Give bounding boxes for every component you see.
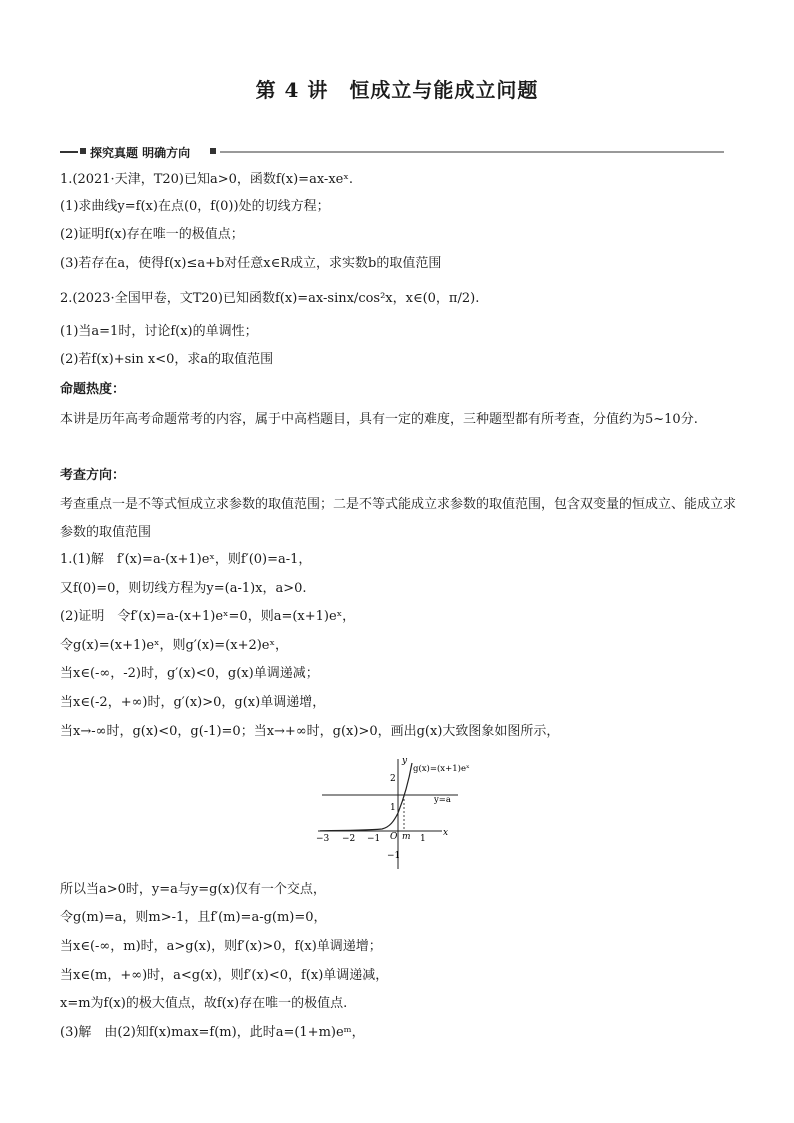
- m-label: m: [402, 832, 411, 842]
- problem-1-part-3: (3)若存在a，使得f(x)≤a+b对任意x∈R成立，求实数b的取值范围: [60, 256, 442, 271]
- section-marker-left: [80, 148, 86, 154]
- origin-label: O: [390, 832, 398, 842]
- problem-2-part-2: (2)若f(x)+sin x<0，求a的取值范围: [60, 352, 274, 367]
- solution-1-7: 当x→-∞时，g(x)<0，g(-1)=0；当x→+∞时，g(x)>0，画出g(x)大致图象如图所示，: [60, 724, 560, 739]
- solution-1-1: 1.(1)解 f′(x)=a-(x+1)eˣ，则f′(0)=a-1，: [60, 552, 312, 567]
- function-graph: [310, 755, 470, 873]
- y-tick-label: 1: [390, 803, 396, 813]
- problem-1-part-2: (2)证明f(x)存在唯一的极值点；: [60, 227, 244, 242]
- section-header: [60, 144, 724, 160]
- heat-body: 本讲是历年高考命题常考的内容，属于中高档题目，具有一定的难度，三种题型都有所考查，分值约为5~10分.: [60, 412, 698, 427]
- solution-1-11: 当x∈(m，+∞)时，a<g(x)，则f′(x)<0，f(x)单调递减，: [60, 968, 389, 983]
- problem-1-part-1: (1)求曲线y=f(x)在点(0，f(0))处的切线方程；: [60, 199, 330, 214]
- solution-1-12: x=m为f(x)的极大值点，故f(x)存在唯一的极值点.: [60, 996, 348, 1011]
- solution-1-2: 又f(0)=0，则切线方程为y=(a-1)x，a>0.: [60, 581, 307, 596]
- direction-body: 考查重点一是不等式恒成立求参数的取值范围；二是不等式能成立求参数的取值范围，包含双变量的恒成立、能成立求参数的取值范围: [60, 497, 737, 540]
- x-axis-label: x: [443, 828, 449, 838]
- solution-1-10: 当x∈(-∞，m)时，a>g(x)，则f′(x)>0，f(x)单调递增；: [60, 939, 382, 954]
- x-tick-label: −3: [316, 834, 330, 844]
- solution-1-3: (2)证明 令f′(x)=a-(x+1)eˣ=0，则a=(x+1)eˣ，: [60, 609, 356, 624]
- problem-2-stem: 2.(2023·全国甲卷，文T20)已知函数f(x)=ax-sinx/cos²x，x∈(0，π/2).: [60, 291, 480, 306]
- section-rule-left: [60, 151, 78, 153]
- problem-1-stem: 1.(2021·天津，T20)已知a>0，函数f(x)=ax-xeˣ.: [60, 172, 353, 187]
- x-tick-label: −1: [367, 834, 381, 844]
- y-axis-label: y: [402, 756, 408, 766]
- solution-1-8: 所以当a>0时，y=a与y=g(x)仅有一个交点，: [60, 882, 326, 897]
- page-title: 第 4 讲 恒成立与能成立问题: [255, 78, 539, 102]
- section-marker-right: [210, 148, 216, 154]
- problem-2-part-1: (1)当a=1时，讨论f(x)的单调性；: [60, 324, 258, 339]
- solution-1-4: 令g(x)=(x+1)eˣ，则g′(x)=(x+2)eˣ，: [60, 638, 289, 653]
- solution-1-6: 当x∈(-2，+∞)时，g′(x)>0，g(x)单调递增，: [60, 695, 326, 710]
- direction-heading: 考查方向：: [60, 468, 126, 483]
- x-tick-label: 1: [420, 834, 426, 844]
- y-tick-label: 2: [390, 774, 396, 784]
- line-y-a-label: y=a: [434, 795, 451, 805]
- y-tick-label: −1: [387, 851, 401, 861]
- solution-1-5: 当x∈(-∞，-2)时，g′(x)<0，g(x)单调递减；: [60, 666, 319, 681]
- section-rule-right: [220, 151, 724, 153]
- function-label: g(x)=(x+1)eˣ: [413, 764, 470, 774]
- solution-1-9: 令g(m)=a，则m>-1，且f′(m)=a-g(m)=0，: [60, 910, 327, 925]
- section-label: 探究真题 明确方向: [90, 146, 191, 160]
- heat-heading: 命题热度：: [60, 382, 126, 397]
- solution-1-13: (3)解 由(2)知f(x)max=f(m)，此时a=(1+m)eᵐ，: [60, 1025, 365, 1040]
- x-tick-label: −2: [342, 834, 356, 844]
